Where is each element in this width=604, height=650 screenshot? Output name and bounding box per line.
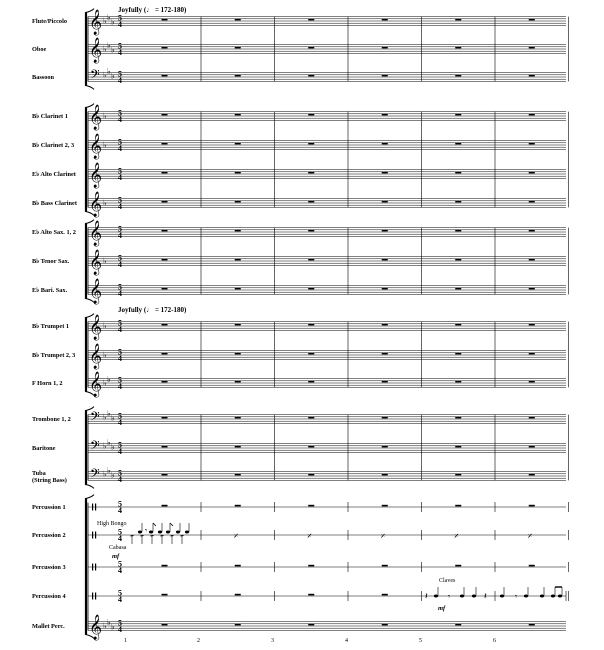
flat-icon: ♭	[103, 321, 107, 331]
slash-notehead	[141, 536, 144, 537]
time-signature-bottom: 4	[118, 534, 122, 543]
whole-rest	[308, 47, 314, 49]
flat-icon: ♭	[103, 44, 107, 54]
instrument-name: B♭ Trumpet 1	[32, 323, 70, 330]
whole-rest	[455, 324, 461, 326]
flat-icon: ♭	[107, 618, 111, 628]
whole-rest	[455, 259, 461, 261]
whole-rest	[529, 624, 535, 626]
whole-rest	[308, 201, 314, 203]
note-head	[149, 531, 153, 534]
treble-clef-icon: 𝄞	[89, 344, 103, 369]
treble-clef-icon: 𝄞	[89, 372, 103, 397]
time-signature-top: 5	[118, 347, 122, 357]
whole-rest	[162, 143, 168, 145]
eighth-rest-icon: 𝄾	[145, 526, 148, 535]
time-signature-bottom: 4	[118, 289, 122, 298]
time-signature-top: 5	[118, 224, 122, 234]
flat-icon: ♭	[111, 45, 115, 55]
time-signature-bottom: 4	[118, 382, 122, 391]
whole-rest	[382, 624, 388, 626]
instrument-name: B♭ Clarinet 2, 3	[32, 142, 75, 149]
eighth-rest-icon: 𝄾	[448, 592, 451, 601]
instrument-name: Trombone 1, 2	[32, 416, 71, 423]
whole-rest	[162, 594, 168, 596]
slash-notehead	[131, 536, 134, 537]
time-signature-bottom: 4	[118, 202, 122, 211]
note-head	[558, 595, 562, 598]
whole-rest	[382, 474, 388, 476]
whole-rest	[235, 381, 241, 383]
whole-rest	[382, 19, 388, 21]
whole-rest	[455, 172, 461, 174]
whole-rest	[162, 474, 168, 476]
measure-number: 4	[345, 638, 348, 644]
whole-rest	[382, 230, 388, 232]
whole-rest	[455, 288, 461, 290]
time-signature-top: 5	[118, 375, 122, 385]
flat-icon: ♭	[103, 412, 107, 422]
whole-rest	[235, 75, 241, 77]
note-head	[472, 595, 476, 598]
time-signature-top: 5	[118, 195, 122, 205]
whole-rest	[382, 172, 388, 174]
time-signature-bottom: 4	[118, 566, 122, 575]
whole-rest	[235, 19, 241, 21]
flat-icon: ♭	[103, 70, 107, 80]
whole-rest	[455, 624, 461, 626]
flat-icon: ♭	[103, 469, 107, 479]
note-head	[185, 531, 189, 534]
whole-rest	[455, 353, 461, 355]
whole-rest	[308, 594, 314, 596]
whole-rest	[308, 324, 314, 326]
flat-icon: ♭	[107, 438, 111, 447]
time-signature-bottom: 4	[118, 20, 122, 29]
instrument-name: (String Bass)	[32, 477, 67, 484]
whole-rest	[382, 417, 388, 419]
whole-rest	[308, 259, 314, 261]
whole-rest	[162, 114, 168, 116]
group-bracket	[85, 85, 94, 89]
treble-clef-icon: 𝄞	[89, 250, 103, 275]
whole-rest	[235, 505, 241, 507]
time-signature-top: 5	[118, 13, 122, 23]
treble-clef-icon: 𝄞	[89, 192, 103, 217]
whole-rest	[308, 288, 314, 290]
time-signature-top: 5	[118, 108, 122, 118]
whole-rest	[162, 417, 168, 419]
slash-notehead	[181, 536, 184, 537]
time-signature-top: 5	[118, 69, 122, 79]
note-head	[540, 595, 544, 598]
tempo-mark-woodwinds: Joyfully (♩ = 172-180)	[118, 6, 187, 14]
repeat-measure-icon: 𝄎	[233, 532, 239, 542]
instrument-name: Baritone	[32, 445, 56, 452]
whole-rest	[162, 19, 168, 21]
instrument-name: E♭ Alto Clarinet	[32, 171, 76, 178]
whole-rest	[529, 324, 535, 326]
whole-rest	[455, 47, 461, 49]
whole-rest	[382, 381, 388, 383]
instrument-name: Mallet Perc.	[32, 623, 65, 630]
instrument-name: Flute/Piccolo	[32, 18, 67, 25]
whole-rest	[529, 143, 535, 145]
whole-rest	[308, 381, 314, 383]
whole-rest	[382, 114, 388, 116]
instrument-name: B♭ Clarinet 1	[32, 113, 68, 120]
flat-icon: ♭	[103, 16, 107, 26]
time-signature-top: 5	[118, 137, 122, 147]
flat-icon: ♭	[103, 198, 107, 208]
whole-rest	[162, 324, 168, 326]
time-signature-bottom: 4	[118, 475, 122, 484]
whole-rest	[529, 47, 535, 49]
instrument-name: Percussion 2	[32, 532, 66, 539]
percussion-clef-icon	[95, 593, 96, 600]
flat-icon: ♭	[103, 111, 107, 121]
whole-rest	[235, 47, 241, 49]
whole-rest	[529, 505, 535, 507]
whole-rest	[308, 565, 314, 567]
time-signature-bottom: 4	[118, 325, 122, 334]
whole-rest	[382, 565, 388, 567]
time-signature-top: 5	[118, 527, 122, 537]
treble-clef-icon: 𝄞	[89, 163, 103, 188]
bass-clef-icon: 𝄢	[90, 466, 100, 484]
instrument-name: B♭ Bass Clarinet	[32, 200, 77, 207]
whole-rest	[308, 172, 314, 174]
note-head	[158, 531, 162, 534]
whole-rest	[529, 381, 535, 383]
eighth-rest-icon: 𝄾	[515, 592, 518, 601]
whole-rest	[529, 288, 535, 290]
bass-clef-icon: 𝄢	[90, 409, 100, 427]
note-head	[551, 595, 555, 598]
instrument-name: B♭ Trumpet 2, 3	[32, 352, 76, 359]
whole-rest	[308, 143, 314, 145]
repeat-measure-icon: 𝄎	[307, 532, 312, 542]
flat-icon: ♭	[107, 67, 111, 76]
instrument-name: F Horn 1, 2	[32, 380, 63, 387]
whole-rest	[308, 75, 314, 77]
bass-clef-icon: 𝄢	[90, 67, 100, 85]
whole-rest	[455, 446, 461, 448]
note-head	[176, 531, 180, 534]
score-text-layer	[97, 6, 496, 644]
whole-rest	[308, 505, 314, 507]
time-signature-bottom: 4	[118, 115, 122, 124]
whole-rest	[529, 114, 535, 116]
note-flag	[153, 523, 156, 526]
whole-rest	[308, 446, 314, 448]
whole-rest	[308, 474, 314, 476]
whole-rest	[455, 19, 461, 21]
time-signature-bottom: 4	[118, 506, 122, 515]
time-signature-bottom: 4	[118, 418, 122, 427]
whole-rest	[235, 201, 241, 203]
time-signature-top: 5	[118, 618, 122, 628]
whole-rest	[455, 417, 461, 419]
time-signature-top: 5	[118, 588, 122, 598]
quarter-rest-icon: 𝄽	[484, 592, 487, 602]
measure-number: 2	[197, 638, 200, 644]
quarter-rest-icon: 𝄽	[425, 592, 428, 602]
flat-icon: ♭	[111, 470, 115, 480]
time-signature-top: 5	[118, 468, 122, 478]
whole-rest	[529, 259, 535, 261]
treble-clef-icon: 𝄞	[89, 221, 103, 246]
flat-icon: ♭	[103, 256, 107, 266]
percussion-clef-icon	[92, 504, 93, 511]
flat-icon: ♭	[111, 17, 115, 27]
whole-rest	[162, 565, 168, 567]
whole-rest	[162, 230, 168, 232]
note-head	[460, 595, 464, 598]
percussion-clef-icon	[95, 532, 96, 539]
treble-clef-icon: 𝄞	[89, 134, 103, 159]
treble-clef-icon: 𝄞	[89, 615, 103, 640]
time-signature-bottom: 4	[118, 144, 122, 153]
whole-rest	[382, 505, 388, 507]
repeat-measure-icon: 𝄎	[454, 532, 459, 542]
group-bracket	[85, 495, 94, 499]
treble-clef-icon: 𝄞	[89, 10, 103, 35]
time-signature-top: 5	[118, 41, 122, 51]
whole-rest	[235, 114, 241, 116]
cabasa-label: Cabasa	[109, 545, 127, 551]
percussion-clef-icon	[95, 504, 96, 511]
note-flag	[170, 523, 173, 526]
whole-rest	[162, 505, 168, 507]
whole-rest	[235, 417, 241, 419]
whole-rest	[162, 75, 168, 77]
instrument-name: Oboe	[32, 46, 47, 53]
percussion-clef-icon	[95, 564, 96, 571]
time-signature-top: 5	[118, 318, 122, 328]
measure-number: 6	[493, 638, 496, 644]
time-signature-bottom: 4	[118, 173, 122, 182]
whole-rest	[382, 446, 388, 448]
whole-rest	[382, 594, 388, 596]
treble-clef-icon: 𝄞	[89, 105, 103, 130]
whole-rest	[455, 381, 461, 383]
flat-icon: ♭	[103, 140, 107, 150]
claves-label: Claves	[439, 578, 456, 584]
percussion-clef-icon	[92, 532, 93, 539]
whole-rest	[162, 381, 168, 383]
perc4-dynamic: mf	[438, 605, 446, 612]
note-head	[524, 595, 528, 598]
percussion-clef-icon	[92, 564, 93, 571]
whole-rest	[382, 353, 388, 355]
whole-rest	[382, 324, 388, 326]
whole-rest	[162, 446, 168, 448]
whole-rest	[235, 288, 241, 290]
instrument-name: Percussion 3	[32, 564, 66, 571]
whole-rest	[235, 143, 241, 145]
whole-rest	[235, 474, 241, 476]
flat-icon: ♭	[103, 441, 107, 451]
tempo-mark-brass: Joyfully (♩ = 172-180)	[118, 306, 187, 314]
whole-rest	[455, 505, 461, 507]
instrument-name: Percussion 4	[32, 593, 66, 600]
whole-rest	[529, 19, 535, 21]
group-bracket	[85, 484, 94, 488]
whole-rest	[382, 143, 388, 145]
time-signature-top: 5	[118, 411, 122, 421]
whole-rest	[529, 565, 535, 567]
high-bongo-label: High Bongo	[97, 521, 127, 527]
whole-rest	[529, 353, 535, 355]
whole-rest	[308, 230, 314, 232]
whole-rest	[382, 75, 388, 77]
time-signature-top: 5	[118, 559, 122, 569]
flat-icon: ♭	[111, 71, 115, 81]
whole-rest	[235, 565, 241, 567]
flat-icon: ♭	[107, 375, 111, 385]
time-signature-bottom: 4	[118, 48, 122, 57]
flat-icon: ♭	[111, 622, 115, 632]
whole-rest	[455, 474, 461, 476]
perc2-dynamic: mf	[112, 553, 120, 560]
whole-rest	[235, 230, 241, 232]
whole-rest	[235, 446, 241, 448]
whole-rest	[529, 75, 535, 77]
flat-icon: ♭	[103, 621, 107, 631]
whole-rest	[162, 47, 168, 49]
whole-rest	[162, 288, 168, 290]
flat-icon: ♭	[107, 13, 111, 23]
whole-rest	[382, 259, 388, 261]
measure-number: 5	[419, 638, 422, 644]
note-head	[138, 531, 142, 534]
time-signature-bottom: 4	[118, 625, 122, 634]
whole-rest	[455, 114, 461, 116]
whole-rest	[455, 565, 461, 567]
slash-notehead	[151, 536, 154, 537]
instrument-name: E♭ Alto Sax. 1, 2	[32, 229, 76, 236]
flat-icon: ♭	[111, 442, 115, 452]
whole-rest	[162, 259, 168, 261]
measure-number: 1	[124, 638, 127, 644]
whole-rest	[455, 143, 461, 145]
whole-rest	[235, 172, 241, 174]
flat-icon: ♭	[103, 350, 107, 360]
whole-rest	[382, 201, 388, 203]
whole-rest	[235, 624, 241, 626]
time-signature-top: 5	[118, 253, 122, 263]
whole-rest	[308, 114, 314, 116]
flat-icon: ♭	[107, 409, 111, 418]
note-head	[166, 531, 170, 534]
whole-rest	[308, 353, 314, 355]
whole-rest	[308, 417, 314, 419]
whole-rest	[529, 417, 535, 419]
whole-rest	[235, 594, 241, 596]
slash-notehead	[161, 536, 164, 537]
whole-rest	[162, 624, 168, 626]
repeat-measure-icon: 𝄎	[527, 532, 533, 542]
treble-clef-icon: 𝄞	[89, 38, 103, 63]
whole-rest	[162, 201, 168, 203]
whole-rest	[529, 230, 535, 232]
time-signature-bottom: 4	[118, 354, 122, 363]
time-signature-top: 5	[118, 166, 122, 176]
whole-rest	[529, 201, 535, 203]
time-signature-top: 5	[118, 499, 122, 509]
whole-rest	[382, 288, 388, 290]
whole-rest	[308, 19, 314, 21]
whole-rest	[162, 353, 168, 355]
time-signature-bottom: 4	[118, 447, 122, 456]
flat-icon: ♭	[111, 413, 115, 423]
time-signature-bottom: 4	[118, 595, 122, 604]
bass-clef-icon: 𝄢	[90, 438, 100, 456]
treble-clef-icon: 𝄞	[89, 279, 103, 304]
flat-icon: ♭	[107, 41, 111, 51]
whole-rest	[455, 201, 461, 203]
note-head	[500, 595, 504, 598]
whole-rest	[529, 172, 535, 174]
percussion-clef-icon	[92, 593, 93, 600]
repeat-measure-icon: 𝄎	[380, 532, 386, 542]
note-head	[434, 595, 438, 598]
flat-icon: ♭	[107, 466, 111, 475]
flat-icon: ♭	[103, 378, 107, 388]
time-signature-top: 5	[118, 440, 122, 450]
instrument-name: E♭ Bari. Sax.	[32, 287, 68, 294]
time-signature-bottom: 4	[118, 76, 122, 85]
instrument-name: Bassoon	[32, 74, 55, 81]
treble-clef-icon: 𝄞	[89, 315, 103, 340]
measure-number: 3	[271, 638, 274, 644]
whole-rest	[382, 47, 388, 49]
whole-rest	[529, 474, 535, 476]
whole-rest	[235, 324, 241, 326]
whole-rest	[455, 75, 461, 77]
whole-rest	[162, 172, 168, 174]
time-signature-bottom: 4	[118, 231, 122, 240]
whole-rest	[235, 353, 241, 355]
time-signature-bottom: 4	[118, 260, 122, 269]
instrument-name: B♭ Tenor Sax.	[32, 258, 70, 265]
instrument-name: Percussion 1	[32, 504, 66, 511]
whole-rest	[308, 624, 314, 626]
slash-notehead	[171, 536, 174, 537]
time-signature-top: 5	[118, 282, 122, 292]
whole-rest	[529, 446, 535, 448]
instrument-name: Tuba	[32, 470, 46, 477]
whole-rest	[235, 259, 241, 261]
whole-rest	[455, 230, 461, 232]
